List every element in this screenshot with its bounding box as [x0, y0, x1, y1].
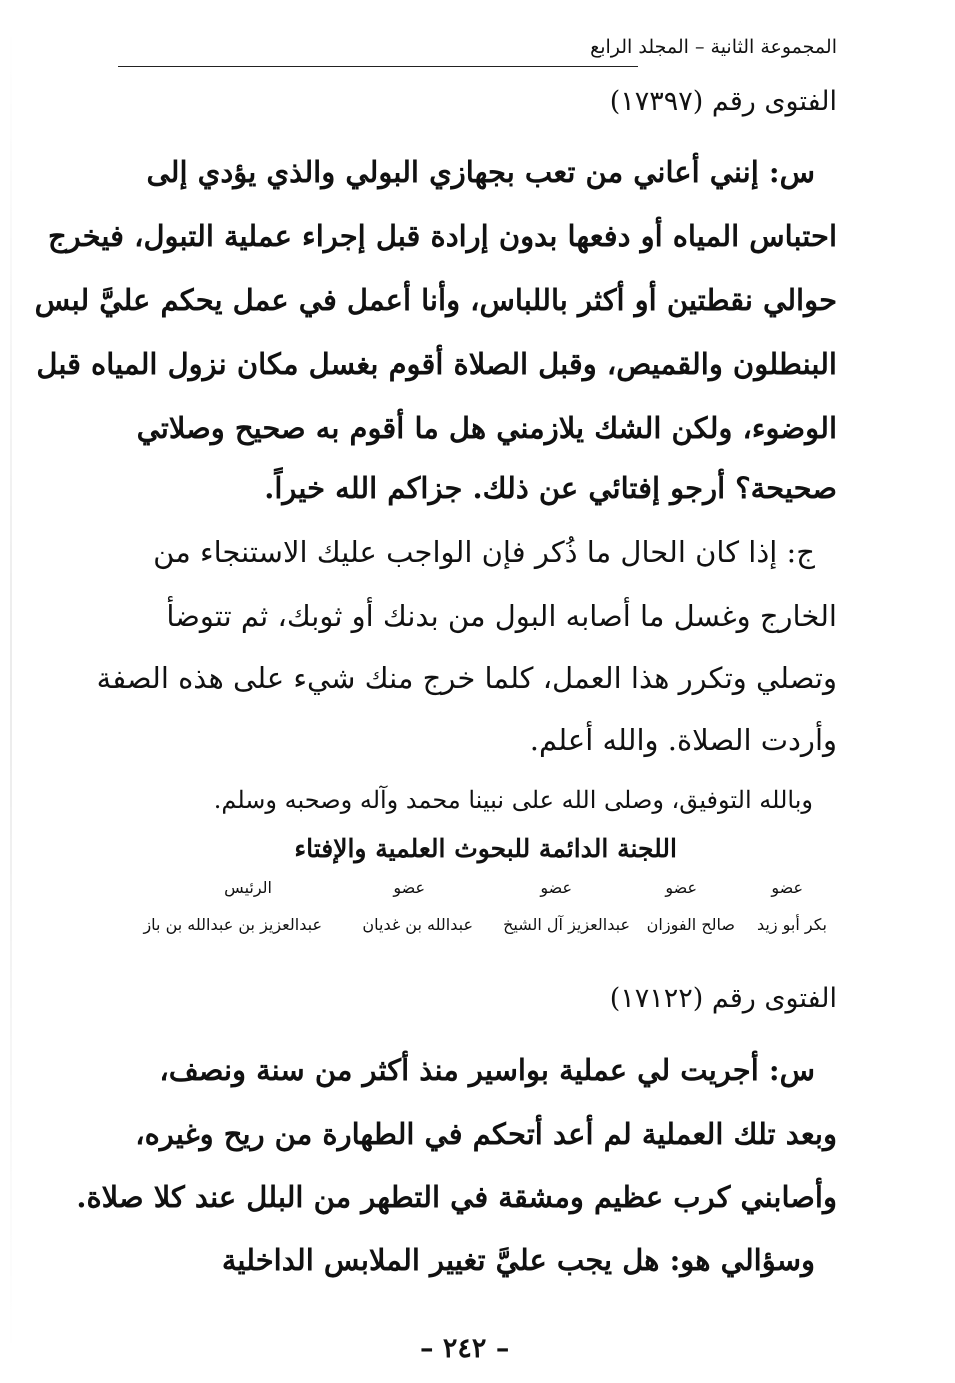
question-line: وبعد تلك العملية لم أعد أتحكم في الطهارة من ريح وغيره،	[135, 1117, 837, 1151]
signatory-role: الرئيس	[224, 878, 272, 897]
question-line: حوالي نقطتين أو أكثر باللباس، وأنا أعمل في عمل يحكم عليَّ لبس	[34, 283, 837, 317]
question-line: احتباس المياه أو دفعها بدون إرادة قبل إجراء عملية التبول، فيخرج	[47, 219, 837, 253]
signatory-role: عضو	[393, 878, 425, 897]
answer-line: ج: إذا كان الحال ما ذُكر فإن الواجب عليك الاستنجاء من	[153, 535, 815, 569]
signatory-role: عضو	[540, 878, 572, 897]
question-line: س: أجريت لي عملية بواسير منذ أكثر من سنة ونصف،	[159, 1053, 815, 1087]
signatory-name: بكر أبو زيد	[756, 915, 827, 934]
question-line: وأصابني كرب عظيم ومشقة في التطهر من البلل عند كلا صلاة.	[76, 1180, 837, 1214]
committee-name: اللجنة الدائمة للبحوث العلمية والإفتاء	[294, 834, 677, 863]
fatwa-number-heading: الفتوى رقم (١٧٣٩٧)	[609, 86, 837, 117]
closing-line: وبالله التوفيق، وصلى الله على نبينا محمد وآله وصحبه وسلم.	[213, 786, 813, 814]
signatory-name: عبدالعزيز آل الشيخ	[503, 915, 630, 934]
signatory-role: عضو	[665, 878, 697, 897]
question-line: س: إنني أعاني من تعب بجهازي البولي والذي يؤدي إلى	[146, 155, 815, 189]
answer-line: الخارج وغسل ما أصابه البول من بدنك أو ثوبك، ثم تتوضأ	[166, 599, 837, 633]
signatory-role: عضو	[771, 878, 803, 897]
signatory-name: عبدالعزيز بن عبدالله بن باز	[143, 915, 322, 934]
question-line: الوضوء، ولكن الشك يلازمني هل ما أقوم به صحيح وصلاتي	[136, 411, 837, 445]
question-line: صحيحة؟ أرجو إفتائي عن ذلك. جزاكم الله خيراً.	[264, 471, 837, 505]
question-line: وسؤالي هو: هل يجب عليَّ تغيير الملابس الداخلية	[221, 1243, 815, 1277]
signatory-name: عبدالله بن غديان	[362, 915, 473, 934]
signatory-name: صالح الفوزان	[646, 915, 735, 934]
header-rule	[118, 66, 638, 67]
scan-edge-shadow	[10, 20, 12, 1360]
running-head: المجموعة الثانية – المجلد الرابع	[590, 36, 837, 58]
answer-line: وتصلي وتكرر هذا العمل، كلما خرج منك شيء على هذه الصفة	[96, 661, 837, 695]
fatwa-number-heading: الفتوى رقم (١٧١٢٢)	[609, 983, 837, 1014]
question-line: البنطلون والقميص، وقبل الصلاة أقوم بغسل مكان نزول المياه قبل	[36, 347, 837, 381]
answer-line: وأردت الصلاة. والله أعلم.	[529, 723, 837, 757]
page-number: – ٢٤٢ –	[420, 1333, 510, 1364]
